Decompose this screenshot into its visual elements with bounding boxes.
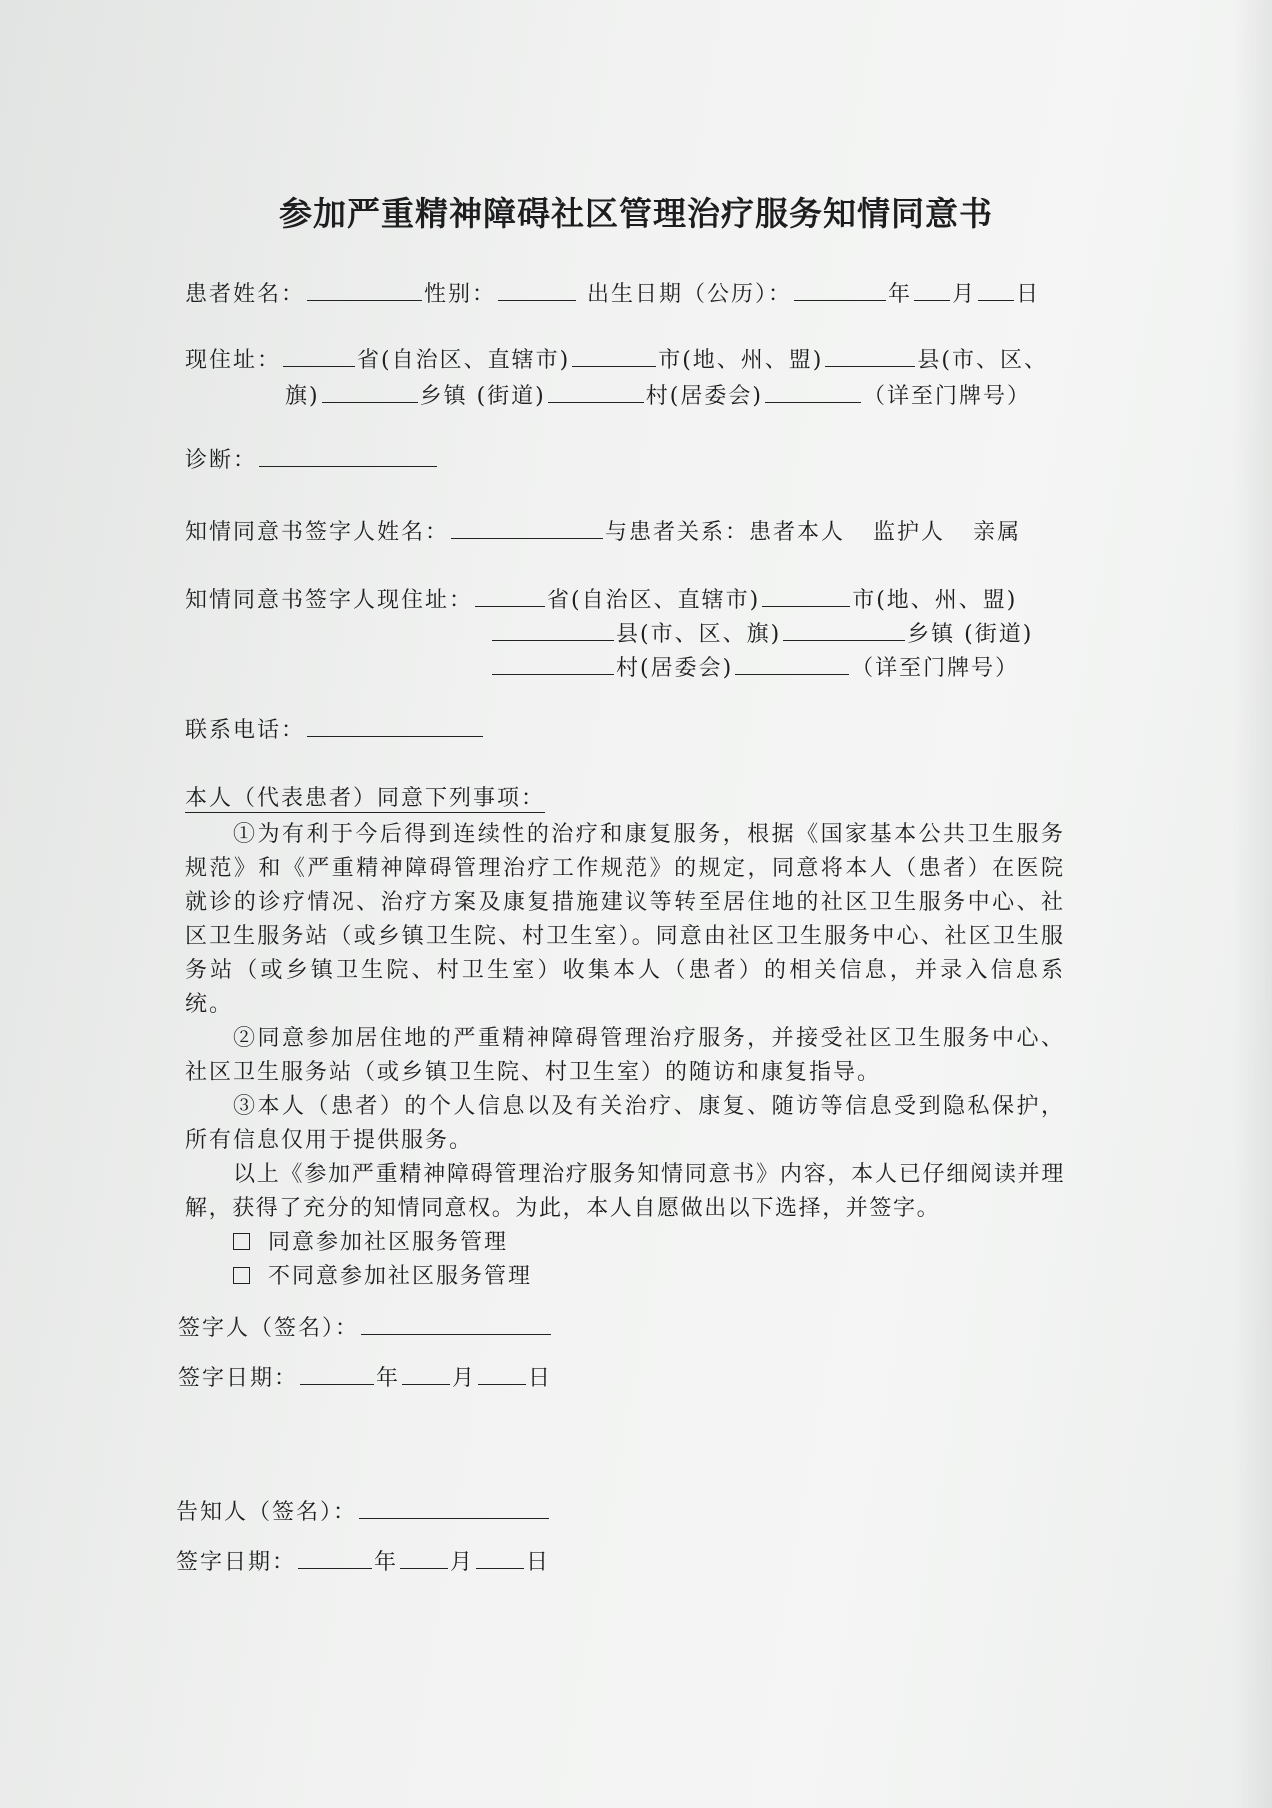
- informer-date-month-field[interactable]: [400, 1546, 448, 1569]
- informer-date-day-label: 日: [526, 1550, 551, 1575]
- town-label: 乡镇 (街道): [419, 384, 546, 409]
- birth-year-field[interactable]: [794, 278, 886, 301]
- address-row-2: [285, 380, 1031, 412]
- page-title: 参加严重精神障碍社区管理治疗服务知情同意书: [279, 194, 993, 233]
- patient-name-label: 患者姓名：: [185, 282, 306, 307]
- signer-date-year-field[interactable]: [300, 1362, 374, 1385]
- consent-item-1: ①为有利于今后得到连续性的治疗和康复服务，根据《国家基本公共卫生服务规范》和《严重精神障碍管理治疗工作规范》的规定，同意将本人（患者）在医院就诊的诊疗情况、治疗方案及康复措施建议等转至居住地的社区卫生服务中心、社区卫生服务站（或乡镇卫生院、村卫生室）。同意由社区卫生服务中心、社区卫生服务站（或乡镇卫生院、村卫生室）收集本人（患者）的相关信息，并录入信息系统。: [185, 822, 1065, 1017]
- signer-town-field[interactable]: [783, 618, 905, 641]
- disagree-option[interactable]: [185, 1260, 1065, 1294]
- signer-town-label: 乡镇 (街道): [907, 622, 1034, 647]
- page-edge-shadow: [1232, 0, 1272, 1808]
- consent-closing: 以上《参加严重精神障碍管理治疗服务知情同意书》内容，本人已仔细阅读并理解，获得了充分的知情同意权。为此，本人自愿做出以下选择，并签字。: [185, 1162, 1065, 1221]
- birth-label: 出生日期（公历）：: [587, 282, 793, 307]
- consent-heading: 本人（代表患者）同意下列事项：: [185, 786, 546, 811]
- phone-label: 联系电话：: [185, 718, 306, 743]
- signer-date-year-label: 年: [376, 1366, 401, 1391]
- address-label: 现住址：: [185, 348, 282, 373]
- village-field[interactable]: [548, 380, 644, 403]
- signer-signature-field[interactable]: [361, 1312, 551, 1335]
- signer-name-label: 知情同意书签字人姓名：: [185, 520, 450, 545]
- relation-guardian[interactable]: 监护人: [873, 520, 946, 545]
- signer-house-number-label: （详至门牌号）: [851, 656, 1020, 681]
- signer-address-row-3: [490, 652, 1019, 684]
- signer-county-field[interactable]: [492, 618, 614, 641]
- house-number-label: （详至门牌号）: [862, 384, 1031, 409]
- agree-checkbox[interactable]: [233, 1233, 250, 1250]
- signer-date-day-label: 日: [528, 1366, 553, 1391]
- signer-province-label: 省(自治区、直辖市): [547, 588, 761, 613]
- signer-city-label: 市(地、州、盟): [852, 588, 1018, 613]
- informer-date-day-field[interactable]: [476, 1546, 524, 1569]
- signer-signature-label: 签字人（签名）：: [178, 1316, 360, 1341]
- city-field[interactable]: [572, 344, 656, 367]
- phone-field[interactable]: [307, 714, 483, 737]
- signer-city-field[interactable]: [762, 584, 850, 607]
- birth-day-field[interactable]: [978, 278, 1014, 301]
- agree-option-label: 同意参加社区服务管理: [268, 1230, 509, 1255]
- county-field[interactable]: [825, 344, 915, 367]
- sex-label: 性别：: [424, 282, 497, 307]
- signer-name-row: [185, 516, 1021, 548]
- consent-item-2: ②同意参加居住地的严重精神障碍管理治疗服务，并接受社区卫生服务中心、社区卫生服务站（或乡镇卫生院、村卫生室）的随访和康复指导。: [185, 1026, 1065, 1085]
- signer-date-month-field[interactable]: [402, 1362, 450, 1385]
- informer-date-year-label: 年: [374, 1550, 399, 1575]
- relation-label: 与患者关系：: [605, 520, 750, 545]
- agree-option[interactable]: [185, 1226, 1065, 1260]
- informer-date-row: [176, 1546, 550, 1578]
- signer-signature-row: [178, 1312, 553, 1344]
- informer-signature-field[interactable]: [359, 1496, 549, 1519]
- phone-row: [185, 714, 485, 746]
- informer-date-label: 签字日期：: [176, 1550, 297, 1575]
- village-label: 村(居委会): [645, 384, 763, 409]
- diagnosis-label: 诊断：: [185, 448, 258, 473]
- house-number-field[interactable]: [765, 380, 861, 403]
- signer-county-label: 县(市、区、旗): [616, 622, 782, 647]
- diagnosis-field[interactable]: [259, 444, 437, 467]
- informer-date-year-field[interactable]: [298, 1546, 372, 1569]
- province-label: 省(自治区、直辖市): [357, 348, 571, 373]
- address-row-1: [185, 344, 1048, 376]
- informer-date-month-label: 月: [450, 1550, 475, 1575]
- city-label: 市(地、州、盟): [658, 348, 824, 373]
- birth-month-label: 月: [952, 282, 977, 307]
- signer-address-label: 知情同意书签字人现住址：: [185, 588, 474, 613]
- consent-heading-row: [185, 784, 545, 814]
- birth-day-label: 日: [1016, 282, 1041, 307]
- patient-info-row: [185, 278, 1040, 310]
- county-label: 县(市、区、: [917, 348, 1048, 373]
- informer-signature-row: [176, 1496, 551, 1528]
- signer-village-label: 村(居委会): [616, 656, 734, 681]
- signer-village-field[interactable]: [492, 652, 614, 675]
- disagree-option-label: 不同意参加社区服务管理: [268, 1264, 533, 1289]
- signer-date-month-label: 月: [452, 1366, 477, 1391]
- consent-item-3: ③本人（患者）的个人信息以及有关治疗、康复、随访等信息受到隐私保护，所有信息仅用于提供服务。: [185, 1094, 1065, 1153]
- county-label-end: 旗): [285, 384, 320, 409]
- signer-address-row-1: [185, 584, 1017, 616]
- disagree-checkbox[interactable]: [233, 1267, 250, 1284]
- patient-name-field[interactable]: [307, 278, 422, 301]
- birth-month-field[interactable]: [914, 278, 950, 301]
- town-field[interactable]: [322, 380, 418, 403]
- signer-date-day-field[interactable]: [478, 1362, 526, 1385]
- signer-name-field[interactable]: [451, 516, 603, 539]
- relation-self[interactable]: 患者本人: [749, 520, 846, 545]
- signer-address-row-2: [490, 618, 1033, 650]
- province-field[interactable]: [283, 344, 355, 367]
- signer-house-number-field[interactable]: [735, 652, 849, 675]
- signer-date-row: [178, 1362, 552, 1394]
- consent-body: [185, 818, 1065, 1294]
- signer-province-field[interactable]: [475, 584, 545, 607]
- relation-relative[interactable]: 亲属: [973, 520, 1022, 545]
- signer-date-label: 签字日期：: [178, 1366, 299, 1391]
- sex-field[interactable]: [498, 278, 576, 301]
- informer-signature-label: 告知人（签名）：: [176, 1500, 358, 1525]
- diagnosis-row: [185, 444, 439, 476]
- birth-year-label: 年: [888, 282, 913, 307]
